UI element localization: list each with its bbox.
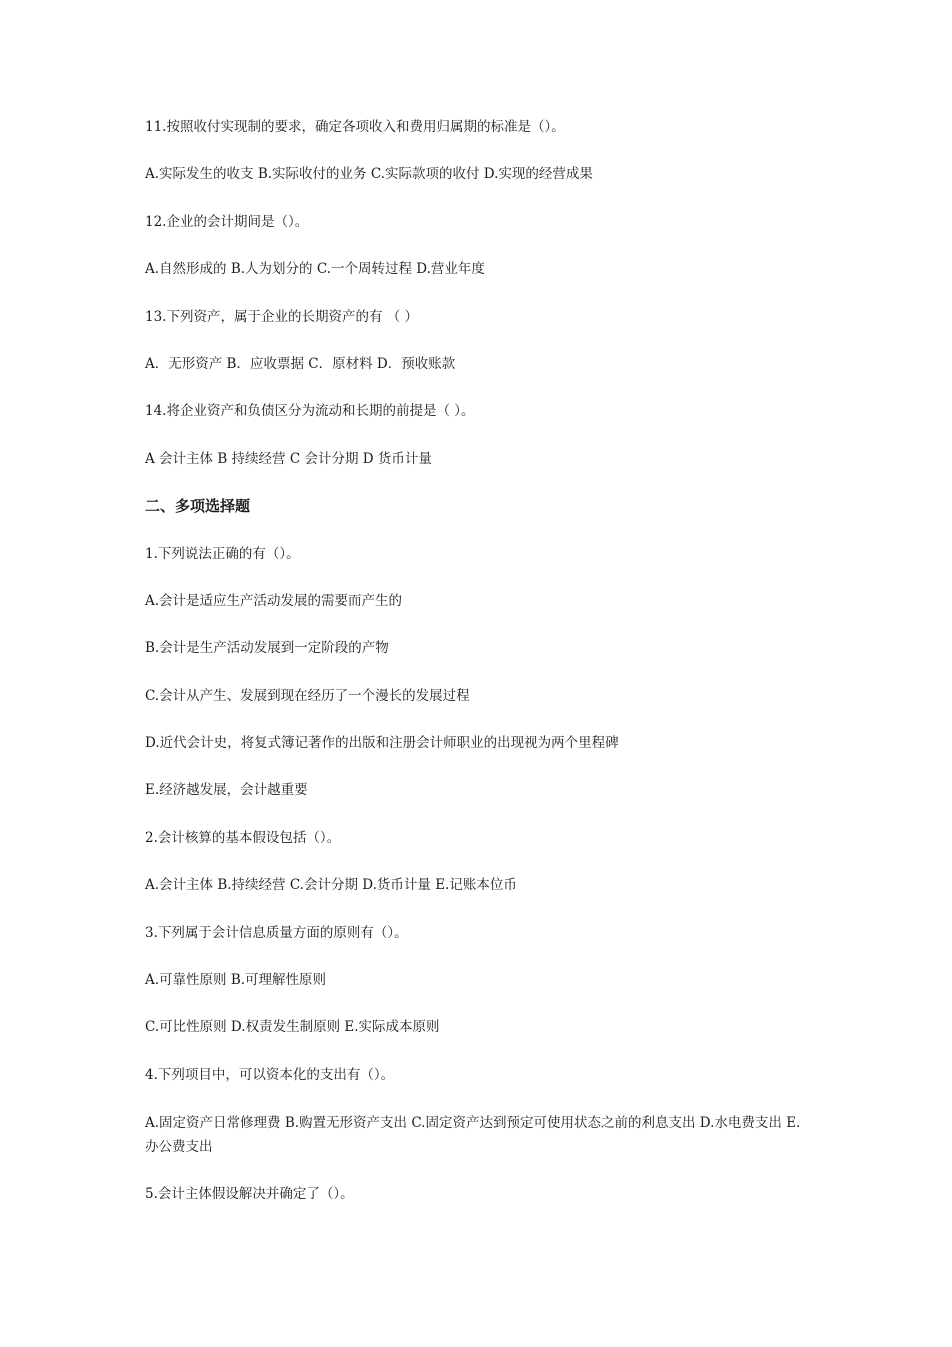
- mc-question-2-options: A.会计主体 B.持续经营 C.会计分期 D.货币计量 E.记账本位币: [145, 877, 517, 894]
- mc-question-1-option-d: D.近代会计史，将复式簿记著作的出版和注册会计师职业的出现视为两个里程碑: [145, 735, 619, 752]
- mc-question-4: 4.下列项目中，可以资本化的支出有（）。: [145, 1066, 395, 1083]
- mc-question-4-options: A.固定资产日常修理费 B.购置无形资产支出 C.固定资产达到预定可使用状态之前的利息支出 D.水电费支出 E.办公费支出: [145, 1115, 801, 1156]
- mc-question-3-options-ab: A.可靠性原则 B.可理解性原则: [145, 972, 327, 989]
- mc-question-1-option-b: B.会计是生产活动发展到一定阶段的产物: [145, 640, 389, 657]
- mc-question-1-option-a: A.会计是适应生产活动发展的需要而产生的: [145, 592, 403, 609]
- mc-question-1: 1.下列说法正确的有（）。: [145, 545, 300, 562]
- mc-question-1-option-c: C.会计从产生、发展到现在经历了一个漫长的发展过程: [145, 687, 470, 704]
- mc-question-3-options-cde: C.可比性原则 D.权责发生制原则 E.实际成本原则: [145, 1019, 440, 1036]
- question-12: 12.企业的会计期间是（）。: [145, 213, 309, 230]
- question-14-options: A 会计主体 B 持续经营 C 会计分期 D 货币计量: [145, 450, 432, 467]
- document-page: [145, 116, 810, 1231]
- question-13-options: A．无形资产 B．应收票据 C．原材料 D．预收账款: [145, 355, 456, 372]
- mc-question-5: 5.会计主体假设解决并确定了（）。: [145, 1186, 354, 1203]
- question-14: 14.将企业资产和负债区分为流动和长期的前提是（ ）。: [145, 403, 475, 420]
- mc-question-2: 2.会计核算的基本假设包括（）。: [145, 829, 341, 846]
- mc-question-1-option-e: E.经济越发展，会计越重要: [145, 782, 308, 799]
- question-13: 13.下列资产，属于企业的长期资产的有 （ ）: [145, 308, 419, 325]
- question-11-options: A.实际发生的收支 B.实际收付的业务 C.实际款项的收付 D.实现的经营成果: [145, 166, 593, 183]
- section-heading-multiple-choice: 二、多项选择题: [145, 497, 251, 516]
- question-12-options: A.自然形成的 B.人为划分的 C.一个周转过程 D.营业年度: [145, 261, 485, 278]
- mc-question-3: 3.下列属于会计信息质量方面的原则有（）。: [145, 924, 408, 941]
- question-11: 11.按照收付实现制的要求，确定各项收入和费用归属期的标准是（）。: [145, 119, 565, 135]
